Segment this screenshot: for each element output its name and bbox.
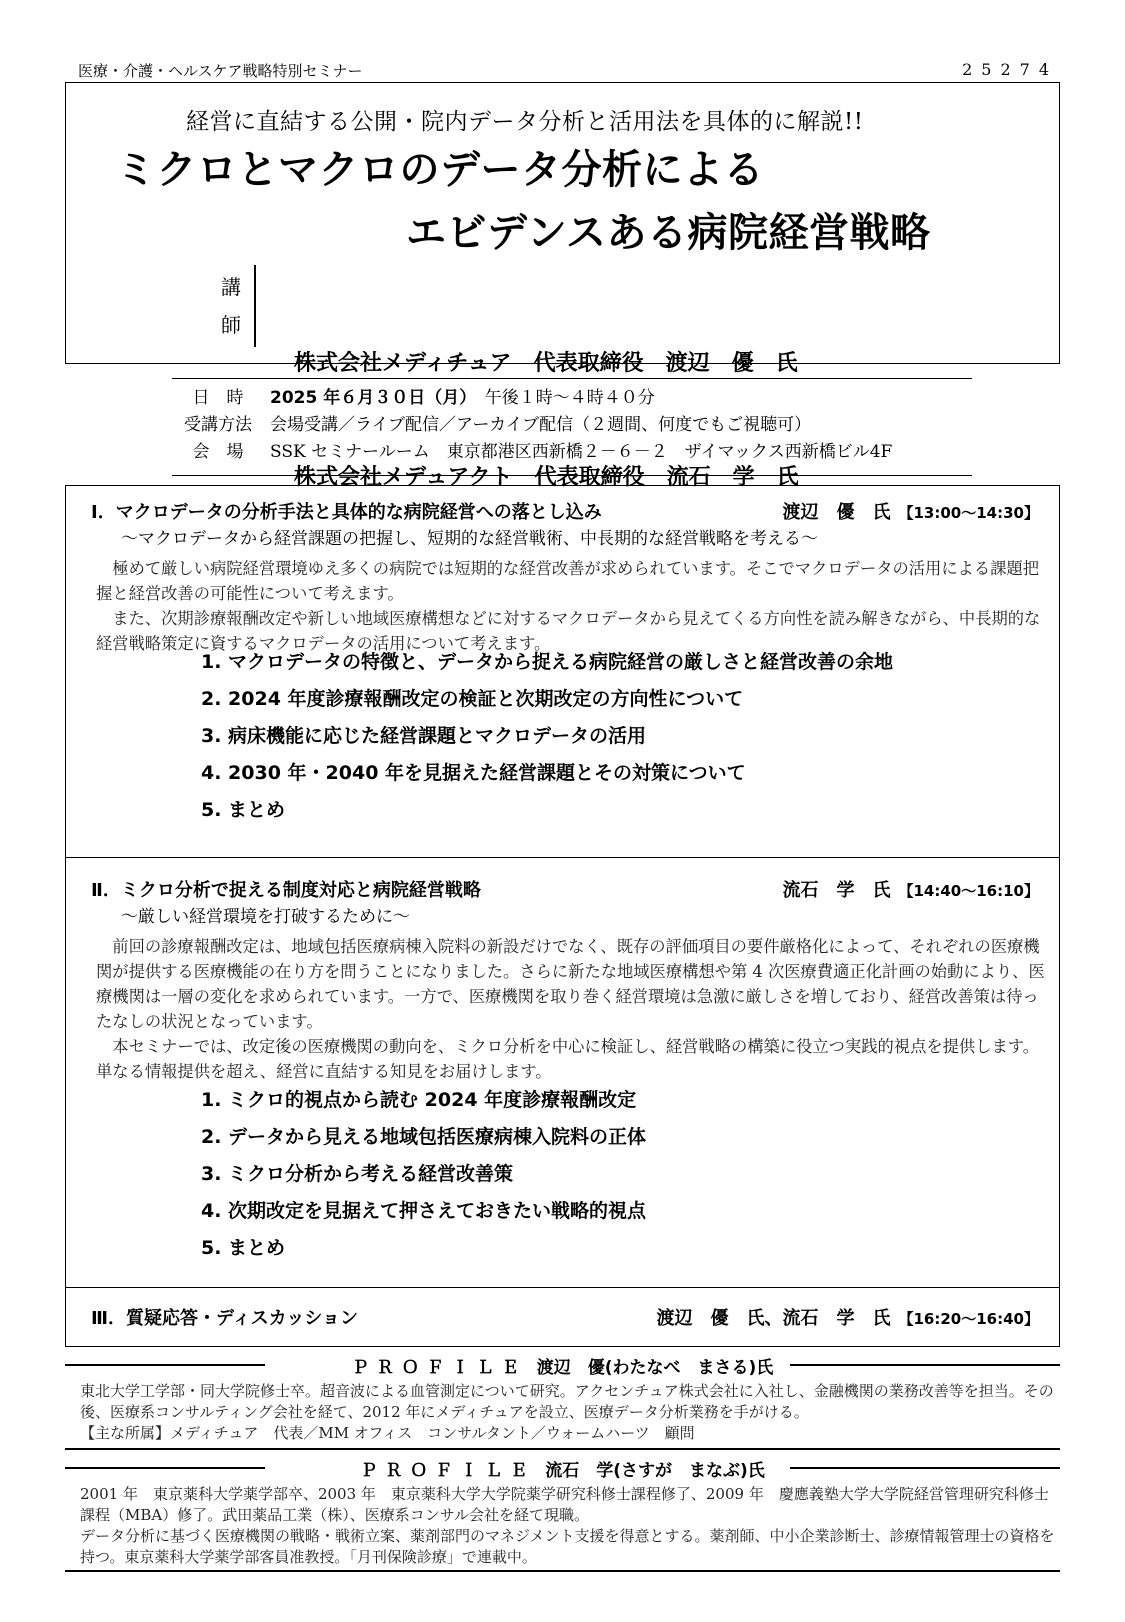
session-3 [66, 1288, 1059, 1346]
lecturer-label-1: 講 [221, 275, 241, 299]
session-2-point-3: 3. ミクロ分析から考える経営改善策 [201, 1163, 514, 1185]
info-date [172, 385, 655, 411]
venue-label: 会 場 [192, 442, 244, 462]
top-line [68, 60, 1058, 82]
bottom-rule [65, 1570, 1060, 1572]
session-1-point-3: 3. 病床機能に応じた経営課題とマクロデータの活用 [201, 725, 647, 747]
session-2-para-1: 前回の診療報酬改定は、地域包括医療病棟入院料の新設だけでなく、既存の評価項目の要件厳格化によって、それぞれの医療機関が提供する医療機能の在り方を問うことになりました。さらに新たな地域医療構想や第 4 次医療費適正化計画の始動により、医療機関は一層の変化を求められています。一方で、医療機関を取り巻く経営環境は急激に厳しさを増しており、経営改善策は待ったなしの状況となっています。 [96, 937, 1045, 1031]
method-value: 会場受講／ライブ配信／アーカイブ配信（２週間、何度でもご視聴可） [270, 415, 812, 435]
session-2-point-5: 5. まとめ [201, 1237, 286, 1259]
session-1-time: 【13:00～14:30】 [898, 504, 1039, 522]
series-label: 医療・介護・ヘルスケア戦略特別セミナー [78, 62, 363, 80]
tagline: 経営に直結する公開・院内データ分析と活用法を具体的に解説!! [186, 109, 864, 135]
session-3-time: 【16:20～16:40】 [898, 1310, 1039, 1328]
session-1-point-2: 2. 2024 年度診療報酬改定の検証と次期改定の方向性について [201, 688, 744, 710]
session-1-point-1: 1. マクロデータの特徴と、データから捉える病院経営の厳しさと経営改善の余地 [201, 651, 894, 673]
method-label: 受講方法 [184, 415, 252, 435]
profile-2-text-2: データ分析に基づく医療機関の戦略・戦術立案、薬剤部門のマネジメント支援を得意とする。薬剤師、中小企業診断士、診療情報管理士の資格を持つ。東京薬科大学薬学部客員准教授。「月刊保険診療」で連載中。 [80, 1527, 1055, 1566]
session-3-speaker-name: 渡辺 優 氏、流石 学 氏 [656, 1308, 891, 1329]
session-1 [66, 486, 1059, 858]
profile-2-heading [65, 1456, 1060, 1481]
session-1-speaker [783, 498, 1040, 524]
profile-1-text-1: 東北大学工学部・同大学院修士卒。超音波による血管測定について研究。アクセンチュア株式会社に入社し、金融機関の業務改善等を担当。その後、医療系コンサルティング会社を経て、2012 年にメディチュアを設立、医療データ分析業務を手がける。 [80, 1382, 1054, 1421]
date-label: 日 時 [192, 388, 244, 408]
session-2-points [201, 1082, 646, 1267]
info-method [172, 412, 811, 438]
lecturer-label-2: 師 [221, 313, 241, 337]
main-title-line2: エビデンスある病院経営戦略 [406, 210, 931, 256]
venue-value: SSK セミナールーム 東京都港区西新橋２－６－２ ザイマックス西新橋ビル4F [270, 442, 893, 462]
seminar-code: 25274 [962, 60, 1058, 79]
session-1-points [201, 644, 893, 829]
session-2-point-1: 1. ミクロ的視点から読む 2024 年度診療報酬改定 [201, 1089, 637, 1111]
session-2-body [96, 934, 1046, 1084]
session-2-point-4: 4. 次期改定を見据えて押さえておきたい戦略的視点 [201, 1200, 647, 1222]
session-2-point-2: 2. データから見える地域包括医療病棟入院料の正体 [201, 1126, 647, 1148]
profile-2-name: 流石 学(さすが まなぶ)氏 [545, 1461, 765, 1481]
session-2-para-2: 本セミナーでは、改定後の医療機関の動向を、ミクロ分析を中心に検証し、経営戦略の構築に役立つ実践的視点を提供します。単なる情報提供を超え、経営に直結する知見をお届けします。 [96, 1037, 1040, 1081]
session-1-para-2: また、次期診療報酬改定や新しい地域医療構想などに対するマクロデータから見えてくる方向性を読み解きながら、中長期的な経営戦略策定に資するマクロデータの活用について考えます。 [96, 609, 1041, 653]
profile-1-text-2: 【主な所属】メディチュア 代表／MM オフィス コンサルタント／ウォームハーツ 顧問 [80, 1424, 695, 1442]
lecturer-divider [254, 265, 256, 347]
session-1-subtitle: ～マクロデータから経営課題の把握し、短期的な経営戦術、中長期的な経営戦略を考える～ [121, 529, 818, 549]
time-value: 午後１時～４時４０分 [467, 388, 655, 408]
session-1-point-4: 4. 2030 年・2040 年を見据えた経営課題とその対策について [201, 762, 746, 784]
profile-1-name: 渡辺 優(わたなべ まさる)氏 [536, 1358, 774, 1378]
session-1-speaker-name: 渡辺 優 氏 [782, 502, 891, 523]
session-2-speaker-name: 流石 学 氏 [782, 880, 891, 901]
session-2-time: 【14:40～16:10】 [898, 882, 1039, 900]
profile-2-label: ＰＲＯＦＩＬＥ [360, 1461, 536, 1481]
info-venue [172, 439, 892, 465]
session-1-point-5: 5. まとめ [201, 799, 286, 821]
session-3-speaker [657, 1304, 1040, 1330]
profile-1-heading [65, 1353, 1060, 1378]
lecturer-2: 株式会社メデュアクト 代表取締役 流石 学 氏 [294, 465, 799, 490]
session-1-title: Ⅰ．マクロデータの分析手法と具体的な病院経営への落とし込み [91, 502, 602, 523]
session-1-body [96, 556, 1046, 656]
session-1-para-1: 極めて厳しい病院経営環境ゆえ多くの病院では短期的な経営改善が求められています。そこでマクロデータの活用による課題把握と経営改善の可能性について考えます。 [96, 559, 1040, 603]
session-3-title: Ⅲ．質疑応答・ディスカッション [91, 1308, 359, 1329]
lecturer-label [206, 268, 256, 344]
date-value: 2025 年６月３０日（月） [270, 388, 468, 408]
profile-1-label: ＰＲＯＦＩＬＥ [351, 1358, 527, 1378]
profile-2-header [65, 1456, 1060, 1480]
session-2-subtitle: ～厳しい経営環境を打破するために～ [121, 907, 410, 927]
session-2 [66, 858, 1059, 1288]
main-title-line1: ミクロとマクロのデータ分析による [116, 147, 764, 193]
profile-divider [65, 1448, 1060, 1450]
profile-1-header [65, 1353, 1060, 1377]
event-info [172, 378, 972, 476]
profile-2-body [80, 1484, 1055, 1568]
profile-2-text-1: 2001 年 東京薬科大学薬学部卒、2003 年 東京薬科大学大学院薬学研究科修士課程修了、2009 年 慶應義塾大学大学院経営管理研究科修士課程（MBA）修了。武田薬品工業（株）、医療系コンサル会社を経て現職。 [80, 1485, 1049, 1524]
sessions-box [65, 485, 1060, 1347]
profile-1-body [80, 1381, 1055, 1444]
lecturer-1: 株式会社メディチュア 代表取締役 渡辺 優 氏 [294, 351, 798, 376]
session-2-speaker [783, 876, 1040, 902]
session-2-title: Ⅱ．ミクロ分析で捉える制度対応と病院経営戦略 [91, 880, 481, 901]
